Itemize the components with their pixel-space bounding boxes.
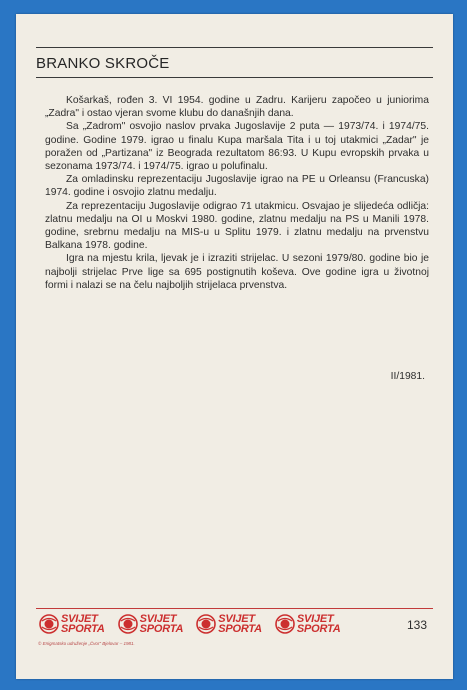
copyright-text: © Enigmatsko udruženje „Čvor" Bjelovar – 1981. <box>38 641 135 646</box>
logo-line2: SPORTA <box>296 623 341 635</box>
sport-emblem-icon <box>39 614 59 634</box>
name-divider <box>36 77 433 78</box>
svijet-sporta-logo <box>39 614 105 634</box>
date-signature: II/1981. <box>390 371 425 382</box>
svijet-sporta-logo <box>196 614 262 634</box>
logo-line1: SVIJET <box>296 613 334 625</box>
biography-paragraph: Košarkaš, rođen 3. VI 1954. godine u Zadru. Karijeru započeo u juniorima „Zadra" i ostao vjeran svome klubu do današnjih dana. <box>45 95 429 120</box>
sport-emblem-icon <box>196 614 216 634</box>
footer-logos <box>39 614 341 634</box>
biography-paragraph: Za omladinsku reprezentaciju Jugoslavije igrao na PE u Orleansu (Francuska) 1974. godine i osvojio zlatnu medalju. <box>45 174 429 199</box>
footer-divider <box>36 608 433 609</box>
logo-line1: SVIJET <box>218 613 255 625</box>
page-number: 133 <box>406 618 427 632</box>
sport-emblem-icon <box>118 614 138 634</box>
logo-line1: SVIJET <box>61 613 98 625</box>
logo-line2: SPORTA <box>61 623 105 635</box>
player-name: BRANKO SKROČE <box>36 55 170 72</box>
biography-paragraph: Igra na mjestu krila, ljevak je i izraziti strijelac. U sezoni 1979/80. godine bio je najbolji strijelac Prve lige sa 695 postignutih koševa. Ove godine igra u životnoj formi i nalazi se na čelu najboljih strijelaca prvenstva. <box>45 253 429 291</box>
svijet-sporta-logo <box>118 614 184 634</box>
top-divider <box>36 47 433 48</box>
biography-paragraph: Sa „Zadrom" osvojio naslov prvaka Jugoslavije 2 puta — 1973/74. i 1974/75. godine. Godine 1979. igrao u finalu Kupa maršala Tita i u toj utakmici „Zadar" je poražen od „Partizana" iz Beograda rezultatom 86:93. U Kupu evropskih prvaka u sezonama 1973/74. i 1974/75. igrao u polufinalu. <box>45 121 429 173</box>
logo-line2: SPORTA <box>139 623 184 635</box>
logo-line1: SVIJET <box>139 613 177 625</box>
card <box>16 14 453 679</box>
logo-line2: SPORTA <box>218 623 262 635</box>
sport-emblem-icon <box>275 614 295 634</box>
biography-text <box>45 94 429 292</box>
svijet-sporta-logo <box>275 614 341 634</box>
biography-paragraph: Za reprezentaciju Jugoslavije odigrao 71 utakmicu. Osvajao je slijedeća odličja: zlatnu medalju na OI u Moskvi 1980. godine, zlatnu medalju na PS u Manili 1978. godine, srebrnu medalju na MIS-u u Splitu 1979. i zlatnu medalju na prvenstvu Balkana 1978. godine. <box>45 200 429 252</box>
